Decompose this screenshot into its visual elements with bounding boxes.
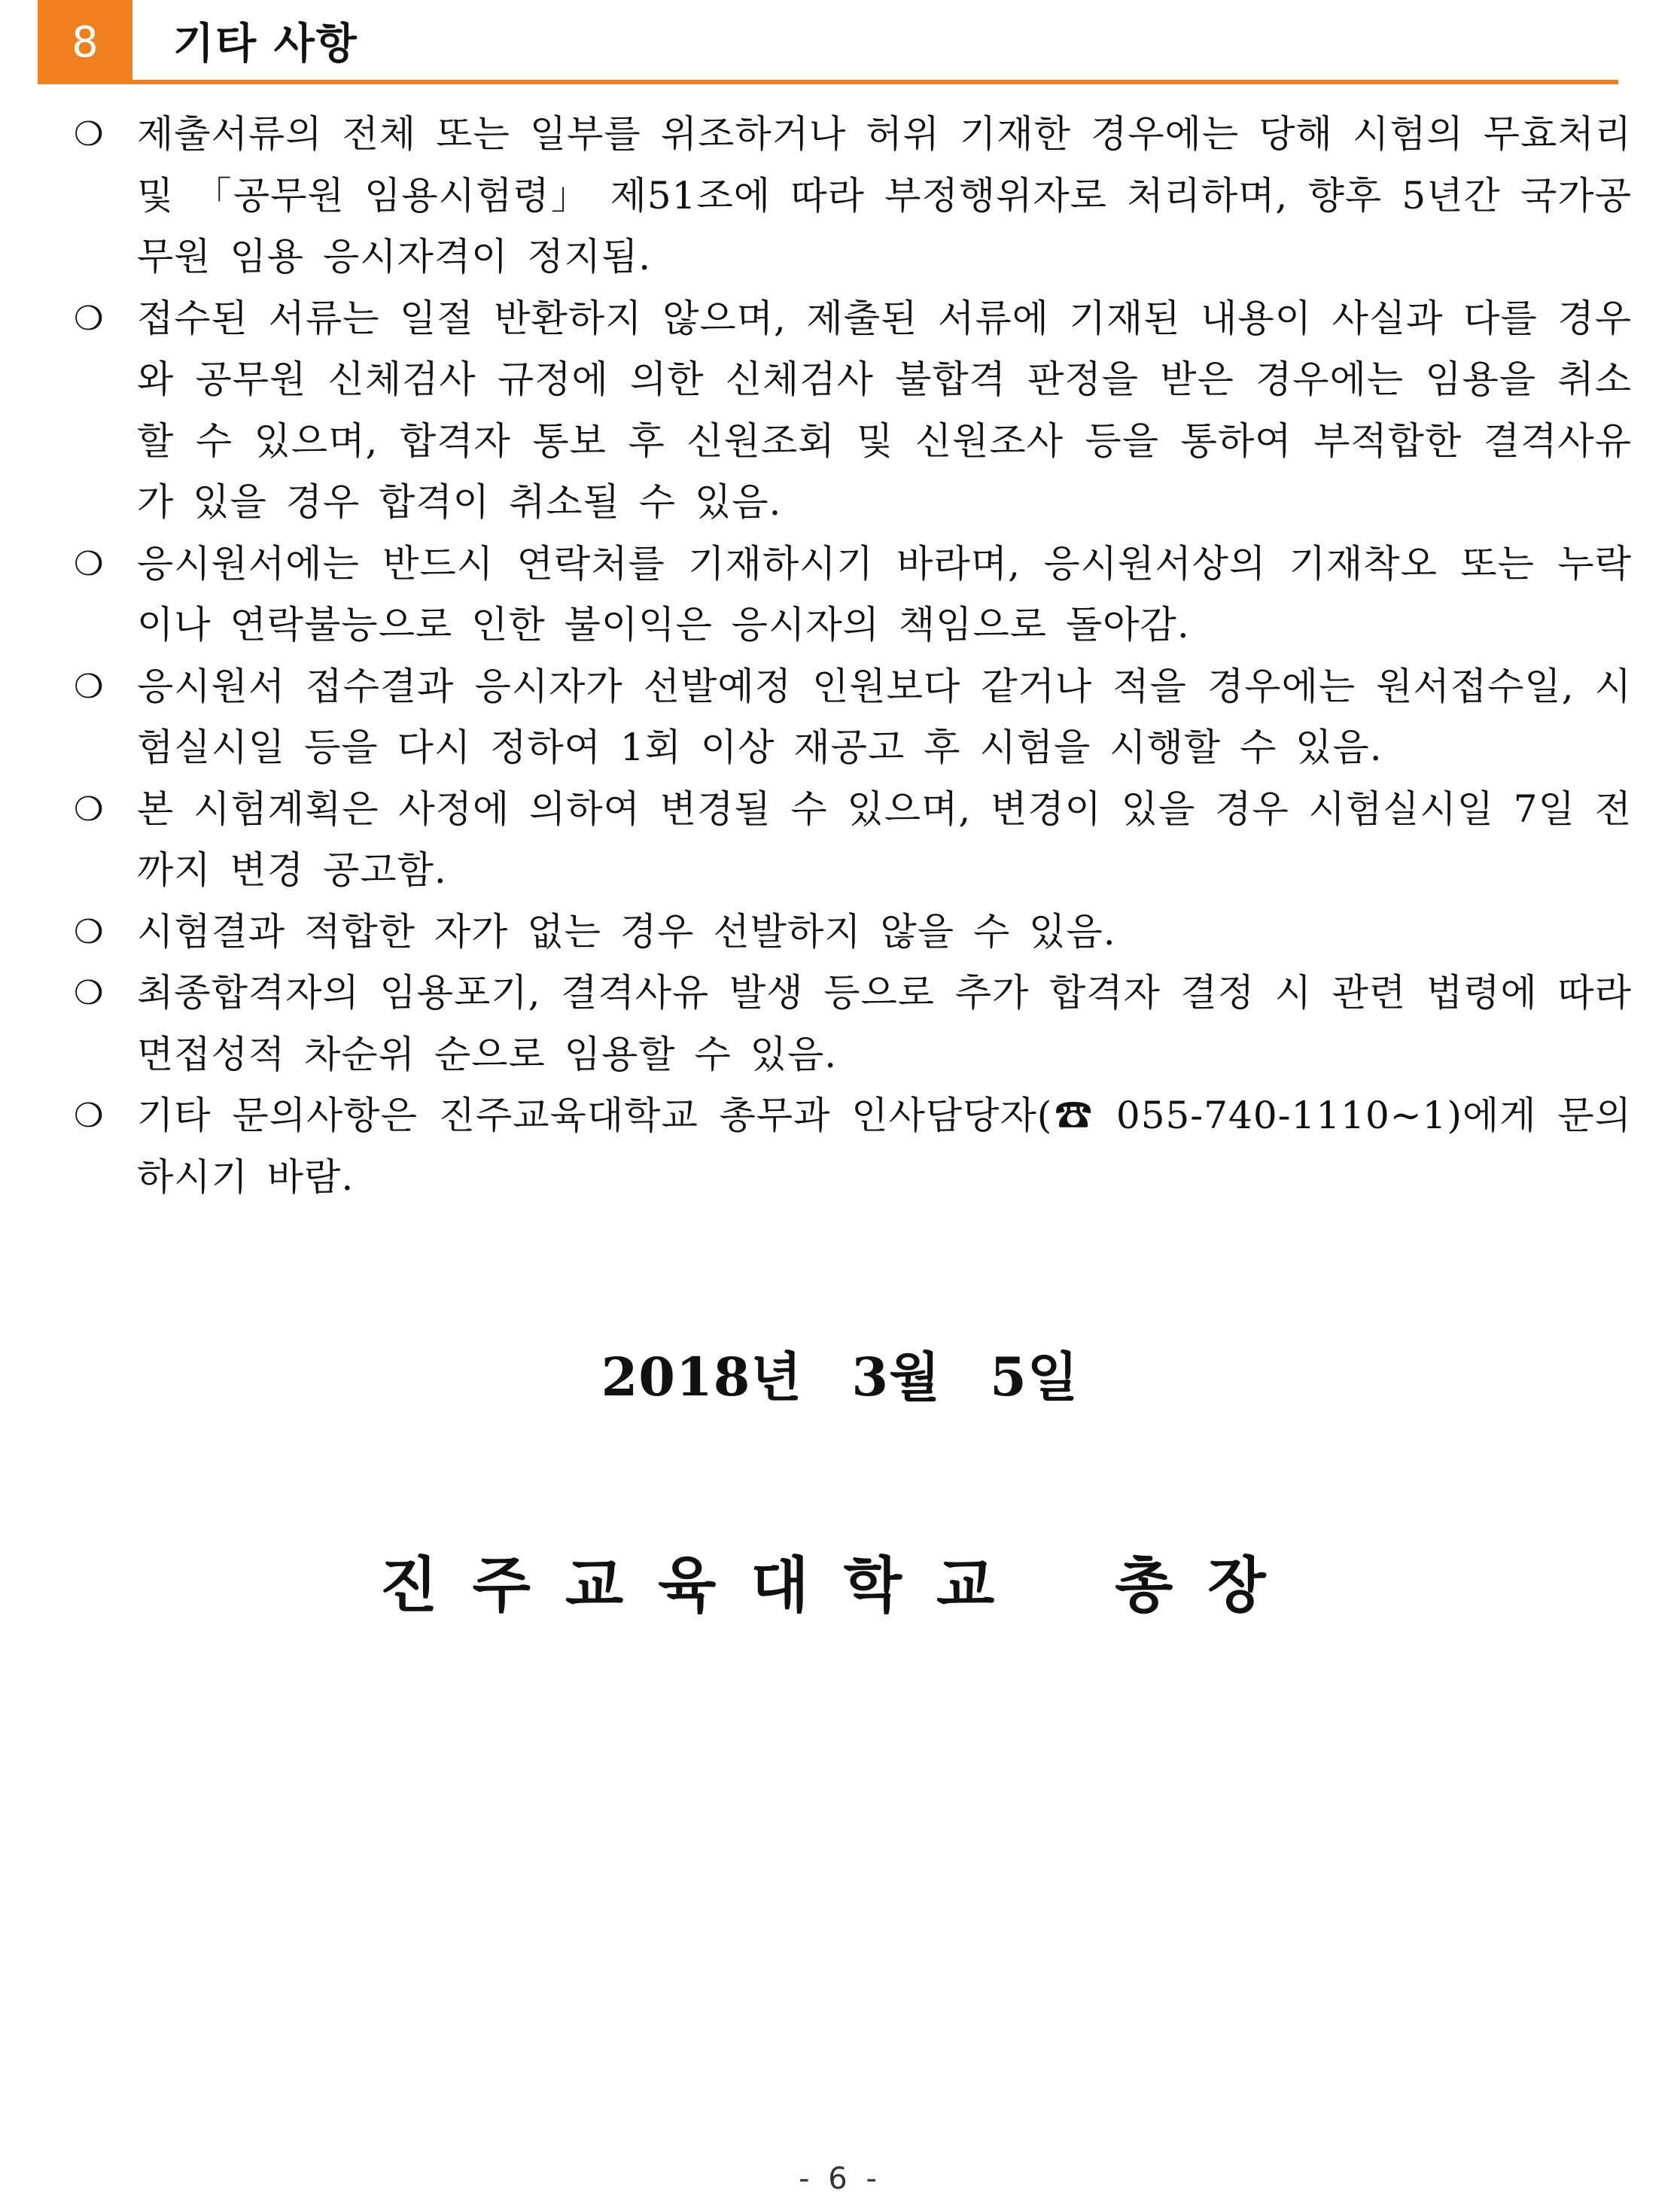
notice-item (74, 288, 1632, 534)
notice-text: 기타 문의사항은 진주교육대학교 총무과 인사담당자(☎ 055-740-1110~1)에게 문의하시기 바람. (137, 1094, 1632, 1199)
circle-bullet-icon: ❍ (74, 667, 105, 706)
notice-text: 접수된 서류는 일절 반환하지 않으며, 제출된 서류에 기재된 내용이 사실과 다를 경우와 공무원 신체검사 규정에 의한 신체검사 불합격 판정을 받은 경우에는 임용을 취소할 수 있으며, 합격자 통보 후 신원조회 및 신원조사 등을 통하여 부적합한 결격사유가 있을 경우 합격이 취소될 수 있음. (137, 296, 1632, 524)
circle-bullet-icon: ❍ (74, 912, 105, 951)
notice-text: 응시원서 접수결과 응시자가 선발예정 인원보다 같거나 적을 경우에는 원서접수일, 시험실시일 등을 다시 정하여 1회 이상 재공고 후 시험을 시행할 수 있음. (137, 664, 1632, 769)
notice-item (74, 656, 1632, 779)
notice-text: 최종합격자의 임용포기, 결격사유 발생 등으로 추가 합격자 결정 시 관련 법령에 따라 면접성적 차순위 순으로 임용할 수 있음. (137, 971, 1632, 1076)
circle-bullet-icon: ❍ (74, 974, 105, 1012)
section-number-badge: 8 (38, 0, 132, 84)
notice-item (74, 902, 1632, 963)
notice-text: 본 시험계획은 사정에 의하여 변경될 수 있으며, 변경이 있을 경우 시험실시일 7일 전까지 변경 공고함. (137, 787, 1632, 892)
notice-item (74, 534, 1632, 656)
notice-text: 제출서류의 전체 또는 일부를 위조하거나 허위 기재한 경우에는 당해 시험의 무효처리 및 「공무원 임용시험령」 제51조에 따라 부정행위자로 처리하며, 향후 5년간 국가공무원 임용 응시자격이 정지됨. (137, 112, 1632, 278)
section-title: 기타 사항 (173, 20, 358, 68)
circle-bullet-icon: ❍ (74, 299, 105, 338)
notice-item (74, 104, 1632, 288)
announcement-date: 2018년 3월 5일 (601, 1346, 1079, 1408)
circle-bullet-icon: ❍ (74, 544, 105, 583)
circle-bullet-icon: ❍ (74, 1097, 105, 1135)
notice-list (74, 104, 1632, 1208)
section-header (38, 0, 1618, 84)
notice-item (74, 779, 1632, 902)
notice-item (74, 1085, 1632, 1208)
section-divider (132, 80, 1618, 84)
issuer-signature: 진주교육대학교 총장 (379, 1550, 1301, 1620)
circle-bullet-icon: ❍ (74, 790, 105, 829)
circle-bullet-icon: ❍ (74, 115, 105, 154)
page-number: - 6 - (799, 2162, 881, 2196)
notice-text: 시험결과 적합한 자가 없는 경우 선발하지 않을 수 있음. (137, 909, 1116, 954)
notice-text: 응시원서에는 반드시 연락처를 기재하시기 바라며, 응시원서상의 기재착오 또는 누락이나 연락불능으로 인한 불이익은 응시자의 책임으로 돌아감. (137, 541, 1632, 647)
notice-item (74, 963, 1632, 1085)
